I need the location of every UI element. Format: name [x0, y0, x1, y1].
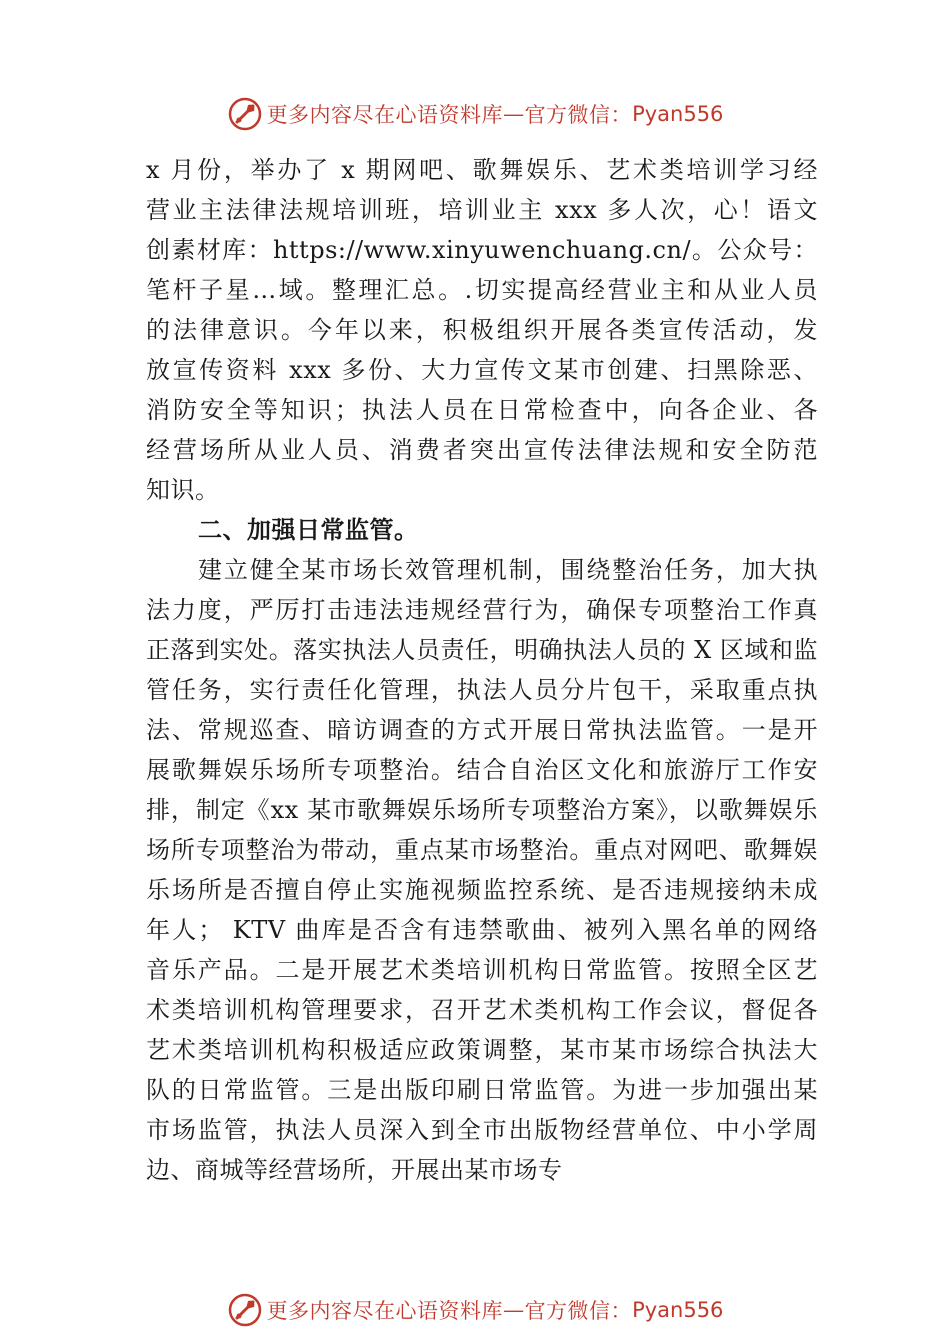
document-body [146, 150, 818, 1190]
text-line: 笔杆子星…域。整理汇总。.切实提高经营业主和从业人员 [146, 276, 818, 304]
text-line: 法、常规巡查、暗访调查的方式开展日常执法监管。一是开 [146, 716, 818, 744]
text-line: 队的日常监管。三是出版印刷日常监管。为进一步加强出某 [146, 1076, 818, 1104]
text-line: 正落到实处。落实执法人员责任，明确执法人员的 X 区域和监 [146, 636, 818, 664]
text-line: 知识。 [146, 476, 220, 504]
text-line: 乐场所是否擅自停止实施视频监控系统、是否违规接纳未成 [146, 876, 818, 904]
text-line: 边、商城等经营场所，开展出某市场专 [146, 1156, 563, 1184]
text-line: 管任务，实行责任化管理，执法人员分片包干，采取重点执 [146, 676, 818, 704]
text-line: 场所专项整治为带动，重点某市场整治。重点对网吧、歌舞娱 [146, 836, 818, 864]
text-line: 的法律意识。今年以来，积极组织开展各类宣传活动，发 [146, 316, 818, 344]
text-line: 创素材库：https://www.xinyuwenchuang.cn/。公众号： [146, 236, 818, 264]
header-wechat-label: 官方微信： [524, 103, 633, 127]
text-line: 艺术类培训机构积极适应政策调整，某市某市场综合执法大 [146, 1036, 818, 1064]
header-wechat-id: Pyan556 [632, 102, 724, 126]
text-line: 术类培训机构管理要求，召开艺术类机构工作会议，督促各 [146, 996, 818, 1024]
paragraph-1 [146, 150, 818, 510]
footer-wechat-label: 官方微信： [524, 1299, 633, 1323]
header-brand-text: 更多内容尽在心语资料库 [266, 103, 504, 127]
text-line: x 月份，举办了 x 期网吧、歌舞娱乐、艺术类培训学习经 [146, 156, 818, 184]
section-heading: 二、加强日常监管。 [198, 516, 419, 544]
text-line: 展歌舞娱乐场所专项整治。结合自治区文化和旅游厅工作安 [146, 756, 818, 784]
footer-dash: — [503, 1298, 525, 1322]
text-line: 放宣传资料 xxx 多份、大力宣传文某市创建、扫黑除恶、 [146, 356, 818, 384]
footer-wechat-id: Pyan556 [632, 1298, 724, 1322]
text-line: 消防安全等知识；执法人员在日常检查中，向各企业、各 [146, 396, 818, 424]
quill-logo-icon [227, 1292, 263, 1328]
header-dash: — [503, 102, 525, 126]
footer-banner [0, 1290, 950, 1330]
text-line: 建立健全某市场长效管理机制，围绕整治任务，加大执 [198, 556, 818, 584]
text-line: 法力度，严厉打击违法违规经营行为，确保专项整治工作真 [146, 596, 818, 624]
text-line: 营业主法律法规培训班，培训业主 xxx 多人次，心！语文 [146, 196, 818, 224]
paragraph-2 [146, 550, 818, 1190]
text-line: 排，制定《xx 某市歌舞娱乐场所专项整治方案》，以歌舞娱乐 [146, 796, 818, 824]
header-banner [0, 94, 950, 134]
text-line: 年人； KTV 曲库是否含有违禁歌曲、被列入黑名单的网络 [146, 916, 818, 944]
footer-brand-text: 更多内容尽在心语资料库 [266, 1299, 504, 1323]
text-line: 市场监管，执法人员深入到全市出版物经营单位、中小学周 [146, 1116, 818, 1144]
text-line: 经营场所从业人员、消费者突出宣传法律法规和安全防范 [146, 436, 818, 464]
quill-logo-icon [227, 96, 263, 132]
text-line: 音乐产品。二是开展艺术类培训机构日常监管。按照全区艺 [146, 956, 818, 984]
